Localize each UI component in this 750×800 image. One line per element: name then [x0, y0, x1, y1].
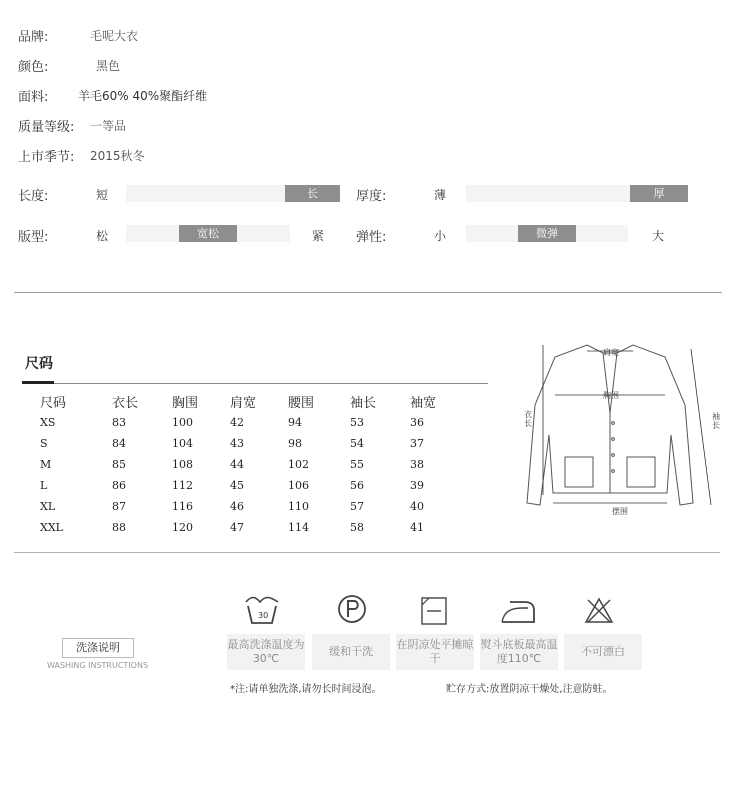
button-dot [612, 438, 615, 441]
table-cell: 106 [288, 479, 309, 492]
table-cell: XXL [40, 521, 63, 534]
scale-elasticity-label: 弹性: [356, 230, 387, 245]
header-waist: 腰围 [288, 395, 315, 411]
table-cell: 116 [172, 500, 193, 513]
table-cell: 47 [230, 521, 244, 534]
wash-instruction-drying: 在阴凉处平摊晾干 [396, 634, 474, 670]
table-cell: 43 [230, 437, 244, 450]
wash-instruction-dryclean: 缓和干洗 [312, 634, 390, 670]
header-shoulder: 肩宽 [230, 395, 257, 411]
table-cell: M [40, 458, 52, 471]
scale-fit-track [126, 225, 290, 242]
diagram-label-sleeve: 袖长 [712, 412, 720, 430]
cardigan-collar [603, 353, 617, 413]
scale-elasticity-track [466, 225, 628, 242]
washing-subtitle: WASHING INSTRUCTIONS [47, 661, 149, 670]
button-dot [612, 422, 615, 425]
sleeve-measure-line [691, 349, 711, 505]
scale-fit-low: 松 [96, 229, 109, 243]
table-row [30, 475, 460, 496]
table-row [30, 412, 460, 433]
size-header-line [54, 383, 488, 384]
scale-thickness-marker: 厚 [630, 185, 688, 202]
spec-season-label: 上市季节: [18, 150, 75, 165]
table-cell: 37 [410, 437, 424, 450]
washing-title: 洗涤说明 [62, 638, 134, 658]
diagram-label-chest: 胸围 [603, 391, 619, 400]
scale-length-marker: 长 [285, 185, 340, 202]
size-section-title: 尺码 [25, 356, 53, 372]
table-cell: XS [40, 416, 56, 429]
table-cell: 88 [112, 521, 126, 534]
wash-instruction-bleach: 不可漂白 [564, 634, 642, 670]
scale-elasticity-low: 小 [434, 229, 447, 243]
no-bleach-icon [584, 596, 614, 624]
size-title-underline [22, 381, 54, 384]
table-cell: 54 [350, 437, 364, 450]
scale-length-track [126, 185, 340, 202]
table-cell: 40 [410, 500, 424, 513]
table-cell: 110 [288, 500, 309, 513]
diagram-label-shoulder: 肩宽 [603, 348, 619, 357]
table-row [30, 454, 460, 475]
table-row [30, 433, 460, 454]
divider-top [14, 292, 722, 293]
table-cell: 104 [172, 437, 193, 450]
spec-fabric-label: 面料: [18, 90, 49, 105]
table-cell: 112 [172, 479, 193, 492]
scale-fit-high: 紧 [312, 229, 325, 243]
button-dot [612, 454, 615, 457]
diagram-label-length: 衣长 [524, 410, 532, 428]
scale-thickness-label: 厚度: [356, 189, 387, 204]
header-chest: 胸围 [172, 395, 199, 411]
table-cell: 114 [288, 521, 309, 534]
spec-color-value: 黑色 [96, 59, 121, 73]
table-cell: 84 [112, 437, 126, 450]
cardigan-diagram [515, 335, 730, 535]
header-sleeve-length: 袖长 [350, 395, 377, 411]
table-cell: 55 [350, 458, 364, 471]
table-cell: 38 [410, 458, 424, 471]
scale-length-label: 长度: [18, 189, 49, 204]
wash-instruction-ironing: 熨斗底板最高温度110℃ [480, 634, 558, 670]
table-cell: 100 [172, 416, 193, 429]
table-cell: 94 [288, 416, 302, 429]
table-cell: 45 [230, 479, 244, 492]
scale-thickness-low: 薄 [434, 188, 447, 202]
spec-brand-label: 品牌: [18, 30, 49, 45]
table-cell: S [40, 437, 48, 450]
scale-elasticity-high: 大 [652, 229, 665, 243]
table-cell: 87 [112, 500, 126, 513]
scale-fit-marker: 宽松 [179, 225, 237, 242]
table-cell: 56 [350, 479, 364, 492]
spec-fabric-value: 羊毛60% 40%聚酯纤维 [78, 89, 208, 103]
table-cell: 39 [410, 479, 424, 492]
table-cell: 108 [172, 458, 193, 471]
table-cell: 46 [230, 500, 244, 513]
table-cell: 44 [230, 458, 244, 471]
header-length: 衣长 [112, 395, 139, 411]
table-cell: 86 [112, 479, 126, 492]
scale-elasticity-marker: 微弹 [518, 225, 576, 242]
scale-thickness-track [466, 185, 688, 202]
iron-icon [500, 598, 536, 624]
table-cell: 57 [350, 500, 364, 513]
shade-dry-icon [420, 596, 448, 626]
table-cell: XL [40, 500, 56, 513]
table-cell: 58 [350, 521, 364, 534]
table-cell: 98 [288, 437, 302, 450]
button-dot [612, 470, 615, 473]
header-sleeve-width: 袖宽 [410, 395, 437, 411]
table-row [30, 517, 460, 538]
table-cell: 36 [410, 416, 424, 429]
size-table-header [30, 390, 460, 412]
spec-season-value: 2015秋冬 [90, 149, 145, 163]
table-cell: 120 [172, 521, 193, 534]
table-cell: 53 [350, 416, 364, 429]
scale-fit-label: 版型: [18, 230, 49, 245]
wash-instruction-temp: 最高洗涤温度为30℃ [227, 634, 305, 670]
wash-temp-number: 30 [258, 611, 269, 620]
header-size: 尺码 [40, 395, 67, 411]
pocket-left [565, 457, 593, 487]
table-cell: L [40, 479, 48, 492]
pocket-right [627, 457, 655, 487]
divider-bottom [14, 552, 720, 553]
spec-quality-label: 质量等级: [18, 120, 75, 135]
wash-note-left: *注:请单独洗涤,请勿长时间浸泡。 [230, 684, 382, 695]
table-cell: 83 [112, 416, 126, 429]
scale-length-low: 短 [96, 188, 109, 202]
table-cell: 42 [230, 416, 244, 429]
spec-color-label: 颜色: [18, 60, 49, 75]
table-cell: 102 [288, 458, 309, 471]
wash-note-right: 贮存方式:放置阴凉干燥处,注意防蛀。 [446, 684, 613, 695]
table-row [30, 496, 460, 517]
spec-brand-value: 毛呢大衣 [90, 29, 139, 43]
dry-clean-p-icon [336, 593, 368, 625]
diagram-label-hem: 摆围 [612, 507, 628, 516]
table-cell: 85 [112, 458, 126, 471]
size-table [30, 390, 460, 538]
spec-quality-value: 一等品 [90, 119, 127, 133]
table-cell: 41 [410, 521, 424, 534]
